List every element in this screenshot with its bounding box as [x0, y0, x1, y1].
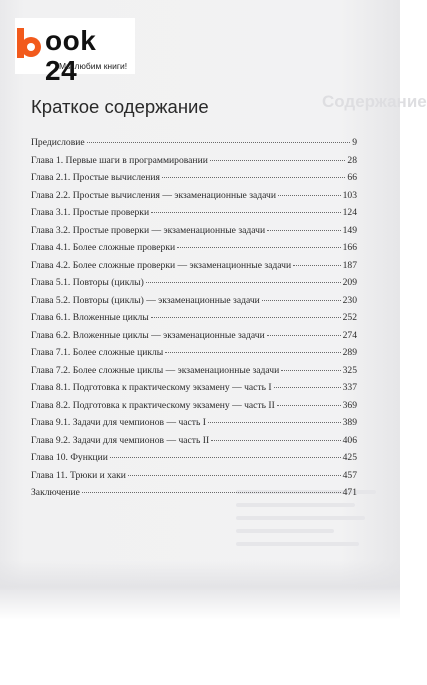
toc-entry-page: 166 — [342, 242, 357, 253]
toc-leader-dots — [128, 475, 341, 476]
toc-entry-label: Глава 11. Трюки и хаки — [31, 469, 126, 481]
toc-entry-page: 66 — [347, 172, 357, 183]
toc-entry — [31, 312, 357, 330]
toc-entry — [31, 137, 357, 155]
toc-entry-label: Глава 3.2. Простые проверки — экзаменационные задачи — [31, 224, 266, 236]
toc-entry — [31, 225, 357, 243]
toc-entry-label: Глава 10. Функции — [31, 452, 108, 463]
toc-entry — [31, 417, 357, 435]
toc-entry-label: Глава 5.1. Повторы (циклы) — [31, 277, 144, 288]
toc-leader-dots — [267, 335, 341, 336]
toc-entry-label: Глава 3.1. Простые проверки — [31, 207, 150, 218]
toc-entry-page: 325 — [342, 364, 357, 376]
toc-leader-dots — [211, 440, 340, 441]
toc-entry — [31, 172, 357, 190]
toc-entry-label: Глава 7.2. Более сложные циклы — экзаменационные задачи — [31, 364, 280, 376]
bleed-through-heading: Содержание — [322, 92, 427, 111]
toc-entry-label: Глава 9.2. Задачи для чемпионов — часть II — [31, 434, 210, 446]
toc-entry-label: Глава 6.2. Вложенные циклы — экзаменационные задачи — [31, 329, 265, 341]
toc-entry — [31, 190, 357, 208]
toc-leader-dots — [277, 405, 341, 406]
toc-leader-dots — [151, 212, 341, 213]
toc-leader-dots — [162, 177, 345, 178]
toc-entry-page: 406 — [342, 434, 357, 446]
toc-entry-page: 289 — [342, 347, 357, 358]
toc-entry — [31, 277, 357, 295]
toc-entry-page: 28 — [347, 154, 357, 166]
page-title: Краткое содержание — [31, 96, 209, 117]
toc-entry-label: Глава 5.2. Повторы (циклы) — экзаменационные задачи — [31, 294, 260, 306]
toc-entry-page: 471 — [342, 487, 357, 498]
toc-entry-page: 337 — [342, 382, 357, 393]
toc-entry — [31, 487, 357, 505]
toc-entry-page: 187 — [342, 259, 357, 271]
toc-entry-label: Глава 7.1. Более сложные циклы — [31, 347, 164, 358]
toc-entry-label: Заключение — [31, 487, 80, 498]
toc-entry — [31, 470, 357, 488]
toc-entry — [31, 452, 357, 470]
toc-leader-dots — [82, 492, 341, 493]
toc-entry — [31, 242, 357, 260]
toc-leader-dots — [210, 160, 346, 161]
toc-entry — [31, 330, 357, 348]
toc-leader-dots — [262, 300, 341, 301]
toc-entry — [31, 155, 357, 173]
toc-entry — [31, 435, 357, 453]
page-shadow — [0, 560, 400, 620]
toc-entry-page: 252 — [342, 312, 357, 323]
toc-entry — [31, 207, 357, 225]
toc-entry-page: 425 — [342, 452, 357, 463]
toc-entry — [31, 365, 357, 383]
toc-entry-page: 389 — [342, 417, 357, 428]
toc-leader-dots — [165, 352, 340, 353]
toc-entry-label: Глава 6.1. Вложенные циклы — [31, 312, 149, 323]
toc-entry-label: Глава 1. Первые шаги в программировании — [31, 154, 208, 166]
toc-entry — [31, 295, 357, 313]
toc-entry-label: Глава 4.1. Более сложные проверки — [31, 242, 176, 253]
toc-leader-dots — [177, 247, 340, 248]
toc-leader-dots — [208, 422, 341, 423]
toc-entry-page: 369 — [342, 399, 357, 411]
toc-entry-label: Глава 8.1. Подготовка к практическому экзамену — часть I — [31, 382, 272, 393]
toc-entry-page: 230 — [342, 294, 357, 306]
toc-leader-dots — [151, 317, 341, 318]
toc-entry-label: Глава 9.1. Задачи для чемпионов — часть I — [31, 417, 206, 428]
book24-logo[interactable] — [15, 18, 135, 86]
toc-leader-dots — [274, 387, 341, 388]
book24-logo-icon — [17, 28, 43, 58]
toc-entry-page: 209 — [342, 277, 357, 288]
toc-entry-label: Предисловие — [31, 137, 85, 148]
logo-wordmark: ook 24 — [45, 25, 97, 86]
toc-leader-dots — [281, 370, 340, 371]
toc-entry — [31, 347, 357, 365]
toc-entry-page: 149 — [342, 224, 357, 236]
toc-entry-label: Глава 8.2. Подготовка к практическому экзамену — часть II — [31, 399, 275, 411]
toc-entry-label: Глава 2.2. Простые вычисления — экзаменационные задачи — [31, 189, 276, 201]
toc-entry-page: 457 — [342, 469, 357, 481]
toc-entry-label: Глава 2.1. Простые вычисления — [31, 172, 160, 183]
toc-leader-dots — [146, 282, 341, 283]
toc-leader-dots — [110, 457, 341, 458]
toc-leader-dots — [293, 265, 340, 266]
toc-entry-label: Глава 4.2. Более сложные проверки — экзаменационные задачи — [31, 259, 292, 271]
toc-entry-page: 124 — [342, 207, 357, 218]
toc-entry-page: 274 — [342, 329, 357, 341]
toc-entry-page: 103 — [342, 189, 357, 201]
toc-leader-dots — [278, 195, 341, 196]
table-of-contents — [31, 137, 357, 505]
logo-tagline: Мы любим книги! — [59, 61, 128, 71]
toc-entry-page: 9 — [352, 137, 357, 148]
toc-entry — [31, 400, 357, 418]
toc-entry — [31, 260, 357, 278]
toc-entry — [31, 382, 357, 400]
toc-leader-dots — [267, 230, 341, 231]
toc-leader-dots — [87, 142, 351, 143]
